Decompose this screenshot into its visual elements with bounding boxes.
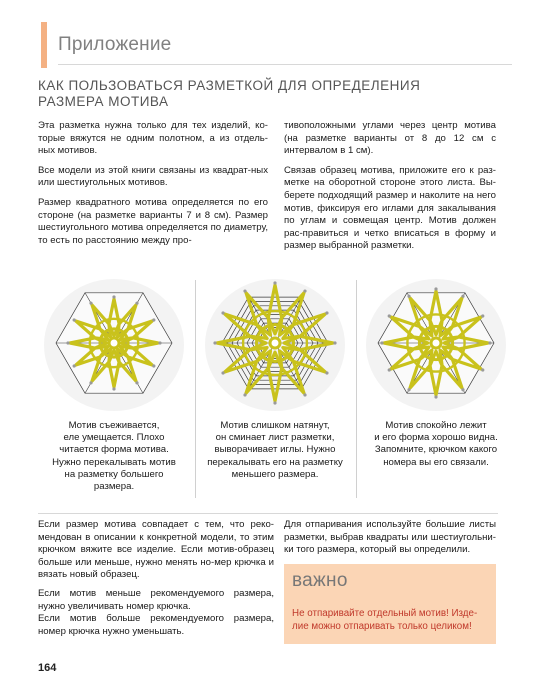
paragraph: Связав образец мотива, приложите его к раз-метке на оборотной стороне этого листа. Вы-берете подходящий размер и наколите на него мотив, фиксируя его иглами для закалывания по углам и совмещая центр. Мотив должен рас-правиться и четко вписаться в форму и размер выбранной разметки. [284, 164, 496, 252]
important-callout [284, 564, 496, 644]
motif-on-grid-image [199, 273, 351, 418]
title-line-2: РАЗМЕРА МОТИВА [38, 94, 169, 109]
caption-line: на разметку большего [64, 468, 164, 480]
caption-line: Мотив съеживается, [68, 420, 160, 431]
section-title: Приложение [58, 34, 172, 55]
page-number: 164 [38, 662, 57, 674]
accent-bar [41, 22, 47, 68]
caption-line: еле умещается. Плохо [63, 432, 165, 444]
caption-line: Нужно перекалывать мотив [52, 456, 176, 468]
divider [58, 64, 512, 65]
caption-line: номера вы его связали. [383, 456, 489, 468]
important-heading: важно [292, 570, 348, 591]
caption-correct [360, 420, 512, 469]
paragraph: Размер квадратного мотива определяется по его стороне (на разметке варианты 7 и 8 см). Размер шестиугольного мотива определяется по диаметру, то есть по расстоянию между про- [38, 196, 268, 246]
paragraph: Если мотив больше рекомендуемого размера, номер крючка нужно уменьшать. [38, 613, 274, 637]
paragraph: Эта разметка нужна только для тех изделий, ко-торые вяжутся не одним полотном, а из отдель-ных мотивов. [38, 120, 268, 157]
intro-left-column [38, 120, 268, 254]
paragraph: Для отпаривания используйте большие листы разметки, выбрав квадраты или шестиугольни-ки того размера, который вы определили. [284, 519, 496, 556]
paragraph: Если размер мотива совпадает с тем, что реко-мендован в описании к конкретной модели, то этим крючком вяжите все изделие. Если мотив-образец больше или меньше, нужно менять но-мер крючка и вязать новый образец. [38, 519, 274, 581]
caption-line: Мотив спокойно лежит [385, 420, 487, 431]
paragraph: Если мотив меньше рекомендуемого размера, нужно увеличивать номер крючка. [38, 587, 274, 612]
divider [38, 513, 498, 514]
bottom-right-column [284, 519, 496, 557]
caption-line: Запомните, крючком какого [374, 444, 498, 456]
important-text: Не отпаривайте отдельный мотив! Изде-лие можно отпаривать только целиком! [292, 608, 478, 632]
caption-line: читается форма мотива. [59, 444, 169, 456]
paragraph: Все модели из этой книги связаны из квадрат-ных или шестиугольных мотивов. [38, 164, 268, 189]
caption-shrunk [38, 420, 190, 493]
photo-panel-correct [360, 273, 512, 511]
caption-line: выворачивает иглы. Нужно [214, 444, 336, 456]
caption-line: меньшего размера. [231, 468, 319, 480]
caption-line: перекалывать его на разметку [207, 456, 343, 468]
paragraph: тивоположными углами через центр мотива (на разметке варианты от 8 до 12 см с интервалом в 1 см). [284, 120, 496, 157]
page-title [38, 78, 498, 110]
caption-line: размера. [93, 481, 135, 493]
divider [356, 280, 357, 498]
caption-line: он сминает лист разметки, [215, 432, 335, 444]
caption-stretched [199, 420, 351, 481]
motif-on-grid-image [38, 273, 190, 418]
divider [195, 280, 196, 498]
motif-on-grid-image [360, 273, 512, 418]
caption-line: Мотив слишком натянут, [220, 420, 330, 431]
caption-line: и его форма хорошо видна. [374, 432, 498, 444]
intro-right-column [284, 120, 496, 260]
bottom-left-column [38, 519, 274, 638]
title-line-1: КАК ПОЛЬЗОВАТЬСЯ РАЗМЕТКОЙ ДЛЯ ОПРЕДЕЛЕНИЯ [38, 78, 421, 93]
